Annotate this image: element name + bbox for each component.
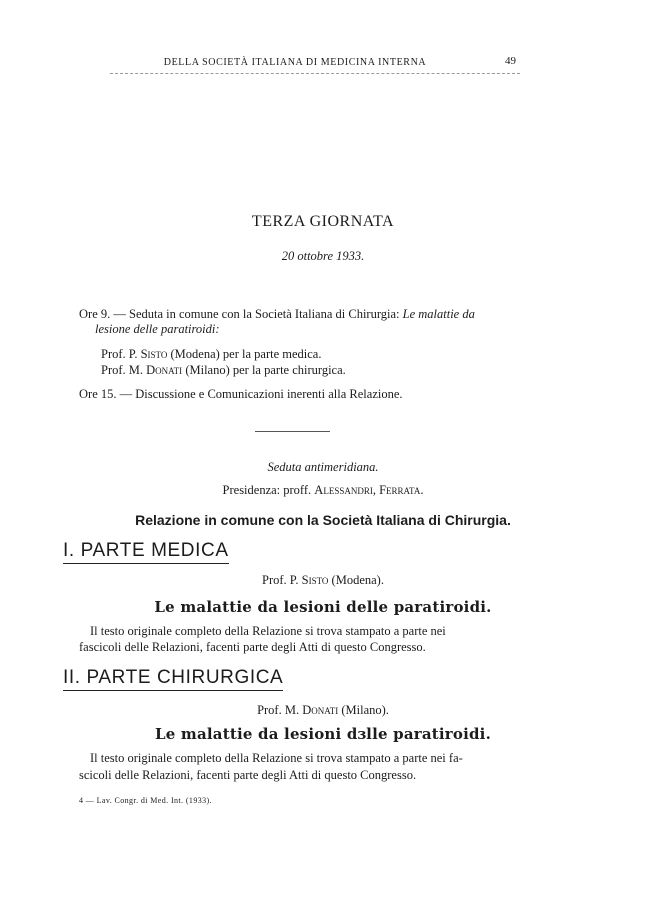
part1-text-line2: fascicoli delle Relazioni, facenti parte degli Atti di questo Congresso.	[79, 640, 426, 654]
speaker1-prefix: Prof. P.	[101, 347, 138, 361]
speaker2-name: Donati	[146, 363, 183, 377]
speaker1-name: Sisto	[140, 347, 168, 361]
running-header: DELLA SOCIETÀ ITALIANA DI MEDICINA INTERNA	[163, 57, 427, 68]
part1-author-prefix: Prof. P.	[262, 573, 299, 587]
schedule-ore9	[79, 307, 475, 322]
day-title: TERZA GIORNATA	[251, 213, 395, 230]
header-rule	[110, 73, 520, 74]
part1-author-rest: (Modena).	[331, 573, 384, 587]
speaker1-rest: (Modena) per la parte medica.	[170, 347, 322, 361]
part2-title: Le malattie da lesioni dɜlle paratiroidi.	[154, 725, 492, 743]
relazione-heading: Relazione in comune con la Società Italiana di Chirurgia.	[135, 512, 511, 528]
speaker-1	[101, 347, 321, 362]
presidency-end: .	[420, 483, 424, 497]
part1-author	[0, 573, 646, 588]
speaker-2	[101, 363, 346, 378]
part2-author-rest: (Milano).	[341, 703, 389, 717]
page-number: 49	[505, 55, 516, 67]
footer-signature: 4 — Lav. Congr. di Med. Int. (1933).	[79, 796, 212, 805]
part2-author-prefix: Prof. M.	[257, 703, 300, 717]
part2-heading: II. PARTE CHIRURGICA	[63, 667, 283, 691]
part2-text-line2: scicoli delle Relazioni, facenti parte degli Atti di questo Congresso.	[79, 768, 417, 782]
part2-author-name: Donati	[302, 703, 339, 717]
part2-heading-wrap	[63, 667, 283, 689]
ore9-topic-a: Le malattie da	[402, 307, 475, 321]
part1-title: Le malattie da lesioni delle paratiroidi.	[154, 598, 492, 616]
session-title: Seduta antimeridiana.	[267, 460, 379, 474]
ore9-prefix: Ore 9. — Seduta in comune con la Società Italiana di Chirurgia:	[79, 307, 400, 321]
presidency-prefix: Presidenza: proff.	[222, 483, 312, 497]
part2-text-line1: Il testo originale completo della Relazione si trova stampato a parte nei fa-	[90, 751, 463, 765]
part1-heading: I. PARTE MEDICA	[63, 540, 229, 564]
section-separator	[255, 431, 330, 432]
part1-heading-wrap	[63, 540, 229, 562]
speaker2-rest: (Milano) per la parte chirurgica.	[185, 363, 346, 377]
speaker2-prefix: Prof. M.	[101, 363, 144, 377]
day-date: 20 ottobre 1933.	[281, 249, 365, 263]
presidency	[0, 483, 646, 498]
ore9-topic-b: lesione delle paratiroidi:	[95, 322, 220, 336]
part1-author-name: Sisto	[301, 573, 329, 587]
presidency-name-2: Ferrata	[379, 483, 421, 497]
part2-author	[0, 703, 646, 718]
presidency-sep: ,	[372, 483, 376, 497]
presidency-name-1: Alessandri	[314, 483, 373, 497]
schedule-ore15: Ore 15. — Discussione e Comunicazioni inerenti alla Relazione.	[79, 387, 403, 401]
part1-text-line1: Il testo originale completo della Relazione si trova stampato a parte nei	[90, 624, 446, 638]
